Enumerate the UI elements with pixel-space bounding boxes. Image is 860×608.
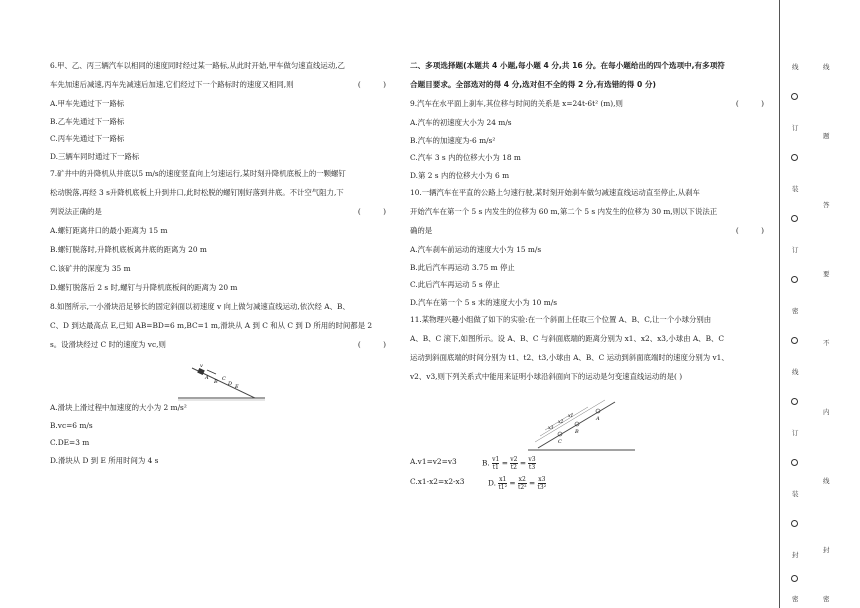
binding-char: 线 [792,63,799,71]
binding-char: 订 [792,124,799,132]
option-d: D.汽车在第一个 5 s 末的速度大小为 10 m/s [410,297,558,307]
option-b: B.螺钉脱落时,升降机底板离井底的距离为 20 m [50,245,207,254]
label-b: B [575,429,579,435]
binding-circle [791,215,798,222]
option-d: D.第 2 s 内的位移大小为 6 m [410,170,510,180]
option-d: D.滑块从 D 到 E 所用时间为 4 s [50,455,159,465]
binding-char: 装 [792,490,799,498]
q11-options-row-1 [410,458,778,478]
fraction: $\frac{x3}{\text{t3²}}$ [537,476,547,491]
answer-paren: ( ) [357,340,396,349]
q11-line: 11.某物理兴趣小组做了如下的实验:在一个斜面上任取三个位置 A、B、C,让一个小球分别由 [410,315,712,324]
q7-line: 列说法正确的是 [50,207,102,216]
binding-char: 线 [792,368,799,376]
q11-line: v2、v3,则下列关系式中能用来证明小球沿斜面向下的运动是匀变速直线运动的是( ) [410,372,683,381]
question-11 [410,316,778,498]
section-heading [410,62,778,100]
binding-warning-char: 线 [823,477,830,485]
option-a: A.甲车先通过下一路标 [50,99,125,108]
answer-paren: ( ) [735,99,774,108]
option-b: B.vc=6 m/s [50,420,93,430]
label-a: A [596,416,600,422]
option-b: B.乙车先通过下一路标 [50,116,125,126]
binding-warning-char: 密 [823,595,830,603]
q6-line-with-paren [50,81,400,100]
question-7 [50,170,400,303]
q10-line: 确的是 [410,226,433,235]
q10-line-with-paren [410,227,778,246]
q11-line: A、B、C 滚下,如图所示。设 A、B、C 与斜面底端的距离分别为 x1、x2、x3,小球由 A、B、C [410,334,725,343]
option-b [482,456,536,471]
binding-warning-char: 要 [823,270,830,278]
binding-circle [791,276,798,283]
fraction: $\frac{v1}{t1}$ [492,456,500,471]
option-c: C.DE=3 m [50,438,90,447]
q7-line-with-paren [50,208,400,227]
label-x3: x3 [548,426,554,431]
question-6 [50,62,400,170]
question-10 [410,189,778,316]
equals-sign: = [519,458,527,468]
fraction: $\frac{x1}{\text{t1²}}$ [498,476,508,491]
q8-line: 8.如图所示,一小滑块沿足够长的固定斜面以初速度 v 向上做匀减速直线运动,依次经 A、B、 [50,302,350,311]
option-c: C.此后汽车再运动 5 s 停止 [410,280,500,289]
option-a: A.v1=v2=v3 [410,457,457,466]
binding-circle [791,337,798,344]
binding-warning-char: 封 [823,546,830,554]
option-a: A.汽车刹车前运动的速度大小为 15 m/s [410,245,542,254]
binding-char: 封 [792,551,799,559]
answer-paren: ( ) [357,207,396,216]
q7-line: 7.矿井中的升降机从井底以5 m/s的速度竖直向上匀速运行,某时刻升降机底板上的一颗螺钉 [50,169,346,178]
option-c: C.x1-x2=x2-x3 [410,477,465,486]
label-e: E [235,384,239,390]
option-d [488,476,546,491]
binding-margin [780,0,860,608]
left-column [50,62,400,474]
right-column [410,62,778,498]
label-x2: x2 [558,420,564,425]
binding-circle [791,459,798,466]
section-heading-line: 合题目要求。全部选对的得 4 分,选对但不全的得 2 分,有选错的得 0 分) [410,80,656,89]
label-b: B [214,379,218,385]
question-8 [50,303,400,474]
binding-char: 密 [792,307,799,315]
binding-warning-char: 内 [823,408,830,416]
option-c: C.汽车 3 s 内的位移大小为 18 m [410,153,521,162]
binding-char: 订 [792,429,799,437]
binding-char: 装 [792,185,799,193]
equals-sign: = [509,478,516,488]
option-d-prefix: D. [488,478,497,488]
option-a: A.滑块上滑过程中加速度的大小为 2 m/s² [50,403,187,412]
label-v: v [200,363,203,369]
fraction: $\frac{x2}{\text{t2²}}$ [517,476,527,491]
option-b: B.此后汽车再运动 3.75 m 停止 [410,262,515,272]
label-a: A [205,375,209,381]
q9-line: 9.汽车在水平面上刹车,其位移与时间的关系是 x=24t-6t² (m),则 [410,99,623,108]
label-c: C [558,439,562,445]
binding-char: 订 [792,246,799,254]
q8-line: C、D 到达最高点 E,已知 AB=BD=6 m,BC=1 m,滑块从 A 到 C 和从 C 到 D 所用的时间都是 2 [50,321,373,330]
section-heading-line: 二、多项选择题(本题共 4 小题,每小题 4 分,共 16 分。在每小题给出的四个选项中,有多项符 [410,61,725,70]
q11-line: 运动到斜面底端的时间分别为 t1、t2、t3,小球由 A、B、C 运动到斜面底端时的速度分别为 v1、 [410,353,729,362]
q6-line: 车先加速后减速,丙车先减速后加速,它们经过下一个路标时的速度又相同,则 [50,80,294,89]
binding-circle [791,575,798,582]
binding-circle [791,398,798,405]
ramp-surface [538,402,615,448]
equals-sign: = [501,458,508,468]
option-d: D.螺钉脱落后 2 s 时,螺钉与升降机底板间的距离为 20 m [50,283,238,292]
binding-warning-char: 不 [823,339,830,347]
option-a: A.汽车的初速度大小为 24 m/s [410,118,512,127]
equals-sign: = [528,478,536,488]
binding-warning-char: 答 [823,201,830,209]
q10-line: 开始汽车在第一个 5 s 内发生的位移为 60 m,第二个 5 s 内发生的位移为 30 m,则以下说法正 [410,207,718,216]
incline-diagram [50,360,400,404]
incline-figure [50,360,400,404]
binding-warning-char: 题 [823,132,830,140]
label-x1: x1 [568,414,574,419]
question-9 [410,100,778,189]
x1-dim-line [535,400,605,442]
option-a: A.螺钉距离井口的最小距离为 15 m [50,226,168,235]
velocity-arrow [207,370,216,374]
fraction: $\frac{v3}{t3}$ [528,456,536,471]
q8-line-with-paren [50,341,400,360]
ramp-figure [410,392,778,458]
q8-line: s。设滑块经过 C 时的速度为 vc,则 [50,340,166,349]
binding-circle [791,154,798,161]
x2-dim-line [540,407,588,436]
q7-line: 松动脱落,再经 3 s升降机底板上升到井口,此时松脱的螺钉刚好落到井底。不计空气阻力,下 [50,188,344,197]
q9-line-with-paren [410,100,778,119]
option-c: C.该矿井的深度为 35 m [50,264,131,273]
answer-paren: ( ) [357,80,396,89]
option-b: B.汽车的加速度为-6 m/s² [410,135,496,145]
label-c: C [222,376,226,382]
fraction: $\frac{v2}{t2}$ [510,456,518,471]
binding-char: 密 [792,595,799,603]
q6-line: 6.甲、乙、丙三辆汽车以相同的速度同时经过某一路标,从此时开始,甲车做匀速直线运动,乙 [50,61,345,70]
binding-warning-char: 线 [823,63,830,71]
option-b-prefix: B. [482,458,490,468]
binding-circle [791,93,798,100]
option-c: C.丙车先通过下一路标 [50,134,125,143]
label-d: D [228,381,233,387]
q11-options-row-2 [410,478,778,498]
binding-circle [791,520,798,527]
q10-line: 10.一辆汽车在平直的公路上匀速行驶,某时刻开始刹车做匀减速直线运动直至停止,从刹车 [410,188,700,197]
option-d: D.三辆车同时通过下一路标 [50,151,140,161]
answer-paren: ( ) [735,226,774,235]
ramp-diagram [410,392,778,458]
